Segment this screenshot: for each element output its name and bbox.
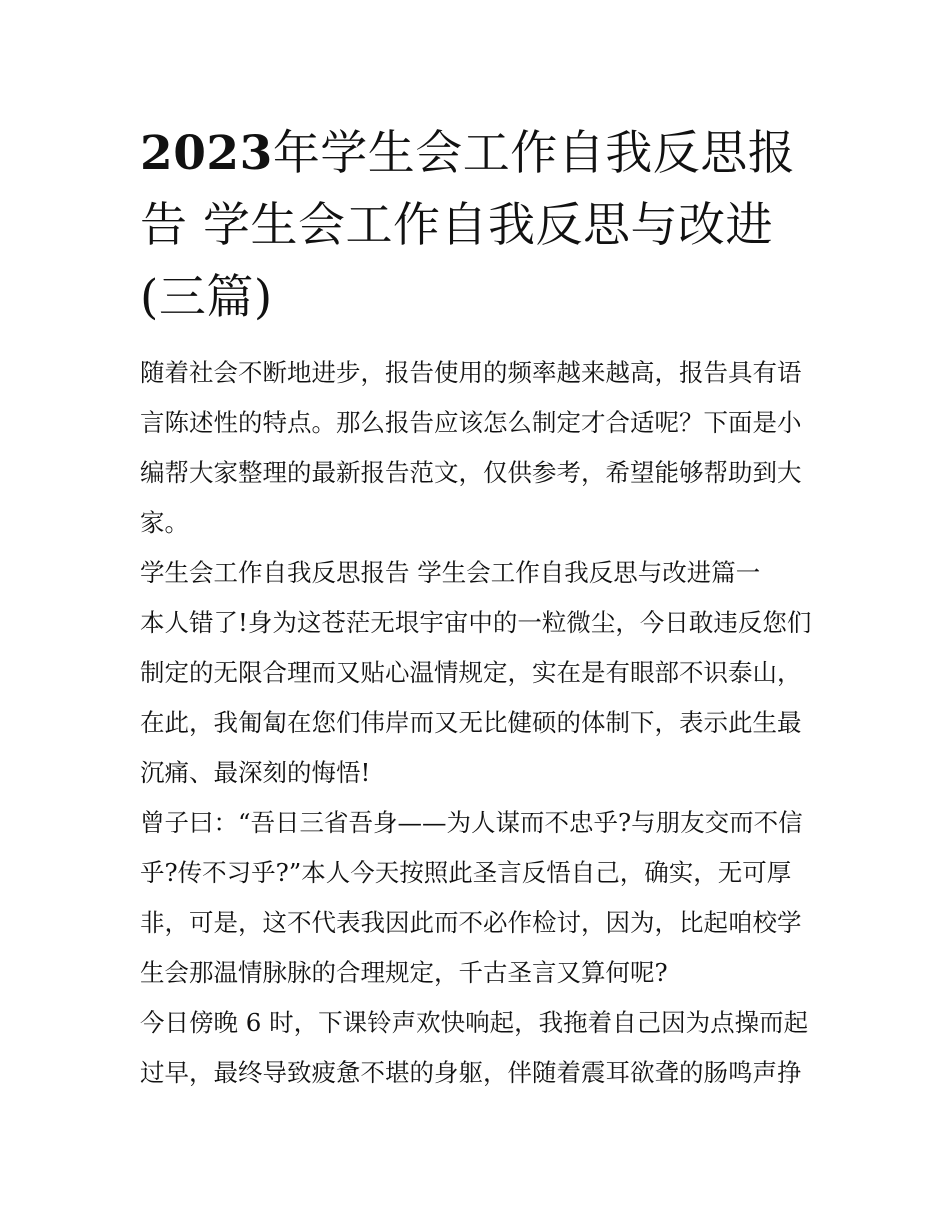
title-text: 年学生会工作自我反思报告 学生会工作自我反思与改进(三篇) xyxy=(140,126,796,325)
section-heading: 学生会工作自我反思报告 学生会工作自我反思与改进篇一 xyxy=(140,558,761,587)
document-title xyxy=(140,118,820,334)
title-year: 2023 xyxy=(140,126,273,181)
intro-paragraph: 随着社会不断地进步，报告使用的频率越来越高，报告具有语言陈述性的特点。那么报告应该怎么制定才合适呢？下面是小编帮大家整理的最新报告范文，仅供参考，希望能够帮助到大家。 xyxy=(140,358,802,537)
body-paragraph: 曾子曰：“吾日三省吾身——为人谋而不忠乎?与朋友交而不信乎?传不习乎?”本人今天按照此圣言反悟自己，确实，无可厚非，可是，这不代表我因此而不必作检讨，因为，比起咱校学生会那温情脉脉的合理规定，千古圣言又算何呢? xyxy=(140,808,803,987)
body-paragraph: 今日傍晚 6 时，下课铃声欢快响起，我拖着自己因为点操而起过早，最终导致疲惫不堪的身躯，伴随着震耳欲聋的肠鸣声挣 xyxy=(140,1008,809,1087)
body-paragraph: 本人错了!身为这苍茫无垠宇宙中的一粒微尘，今日敢违反您们制定的无限合理而又贴心温情规定，实在是有眼部不识泰山，在此，我匍匐在您们伟岸而又无比健硕的体制下，表示此生最沉痛、最深刻的悔悟! xyxy=(140,608,812,787)
document-page xyxy=(140,118,820,1098)
